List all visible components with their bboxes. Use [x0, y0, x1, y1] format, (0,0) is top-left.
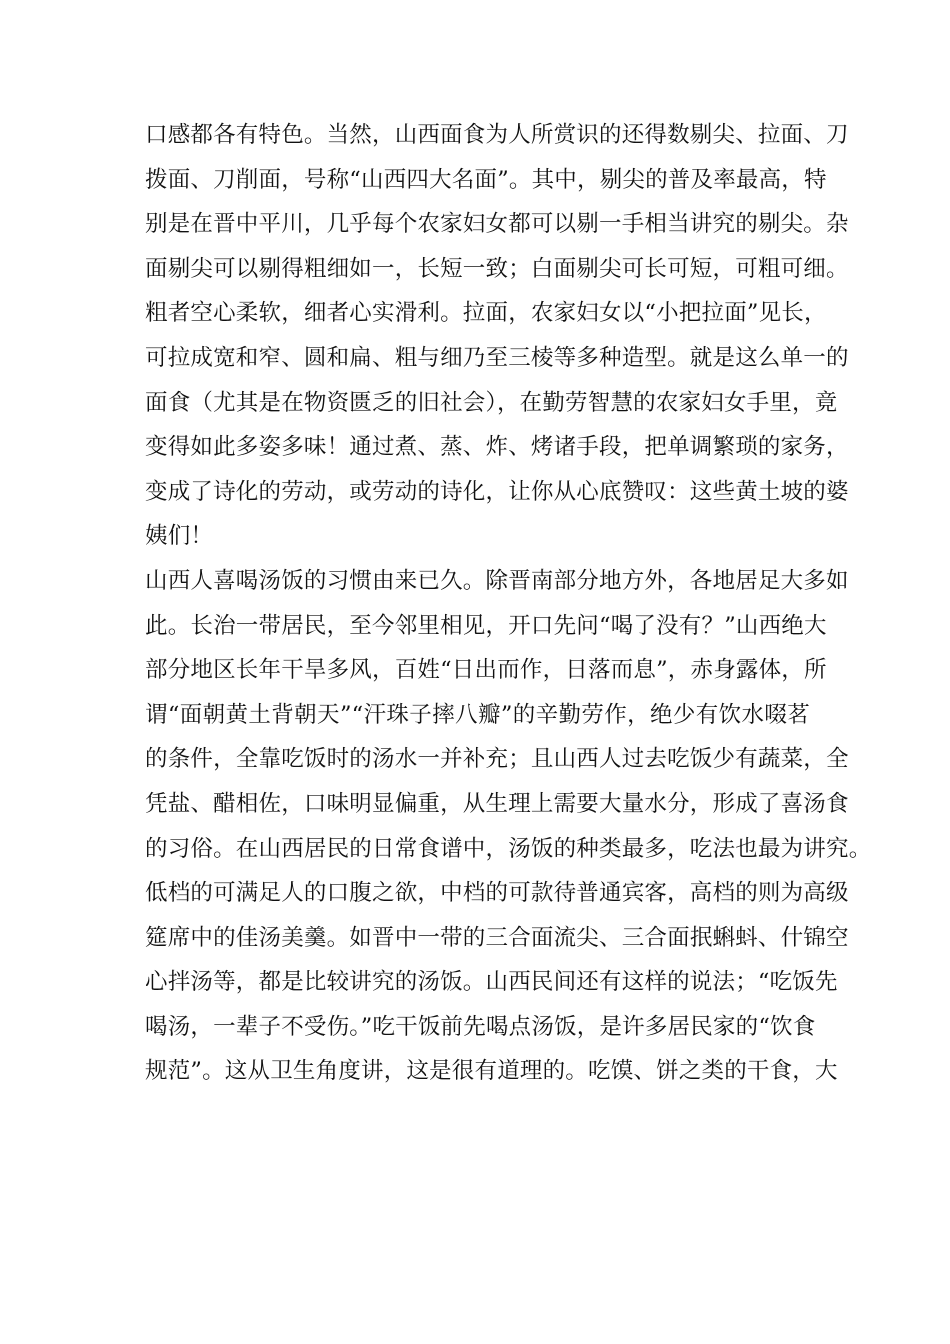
text-line: 面食（尤其是在物资匮乏的旧社会），在勤劳智慧的农家妇女手里，竟 — [145, 389, 838, 416]
text-line: 变得如此多姿多味！通过煮、蒸、炸、烤诸手段，把单调繁琐的家务， — [145, 434, 849, 461]
document-body — [145, 113, 872, 1094]
text-line: 姨们！ — [145, 523, 214, 550]
text-line: 的条件，全靠吃饭时的汤水一并补充；且山西人过去吃饭少有蔬菜，全 — [145, 746, 849, 773]
text-line: 山西人喜喝汤饭的习惯由来已久。除晋南部分地方外，各地居足大多如 — [145, 567, 849, 594]
text-line: 部分地区长年干旱多风，百姓“日出而作，日落而息”，赤身露体，所 — [145, 657, 827, 684]
text-line: 规范”。这从卫生角度讲，这是很有道理的。吃馍、饼之类的干食，大 — [145, 1058, 838, 1085]
text-line: 粗者空心柔软，细者心实滑利。拉面，农家妇女以“小把拉面”见长， — [145, 300, 827, 327]
text-line: 此。长治一带居民，至今邻里相见，开口先问“喝了没有？”山西绝大 — [145, 612, 827, 639]
text-line: 的习俗。在山西居民的日常食谱中，汤饭的种类最多，吃法也最为讲究。 — [145, 835, 872, 862]
text-line: 凭盐、醋相佐，口味明显偏重，从生理上需要大量水分，形成了喜汤食 — [145, 790, 849, 817]
text-line: 喝汤，一辈子不受伤。”吃干饭前先喝点汤饭，是许多居民家的“饮食 — [145, 1013, 816, 1040]
paragraph-noodles — [145, 113, 849, 559]
text-line: 低档的可满足人的口腹之欲，中档的可款待普通宾客，高档的则为高级 — [145, 880, 849, 907]
text-line: 拨面、刀削面，号称“山西四大名面”。其中，剔尖的普及率最高，特 — [145, 166, 827, 193]
text-line: 筵席中的佳汤美羹。如晋中一带的三合面流尖、三合面抿蝌蚪、什锦空 — [145, 924, 849, 951]
text-line: 面剔尖可以剔得粗细如一，长短一致；白面剔尖可长可短，可粗可细。 — [145, 255, 849, 282]
text-line: 谓“面朝黄土背朝天”“汗珠子摔八瓣”的辛勤劳作，绝少有饮水啜茗 — [145, 701, 810, 728]
paragraph-soup — [145, 559, 872, 1094]
text-line: 变成了诗化的劳动，或劳动的诗化，让你从心底赞叹：这些黄土坡的婆 — [145, 478, 849, 505]
text-line: 心拌汤等，都是比较讲究的汤饭。山西民间还有这样的说法；“吃饭先 — [145, 969, 838, 996]
text-line: 别是在晋中平川，几乎每个农家妇女都可以剔一手相当讲究的剔尖。杂 — [145, 211, 849, 238]
text-line: 口感都各有特色。当然，山西面食为人所赏识的还得数剔尖、拉面、刀 — [145, 122, 849, 148]
text-line: 可拉成宽和窄、圆和扁、粗与细乃至三棱等多种造型。就是这么单一的 — [145, 344, 849, 371]
